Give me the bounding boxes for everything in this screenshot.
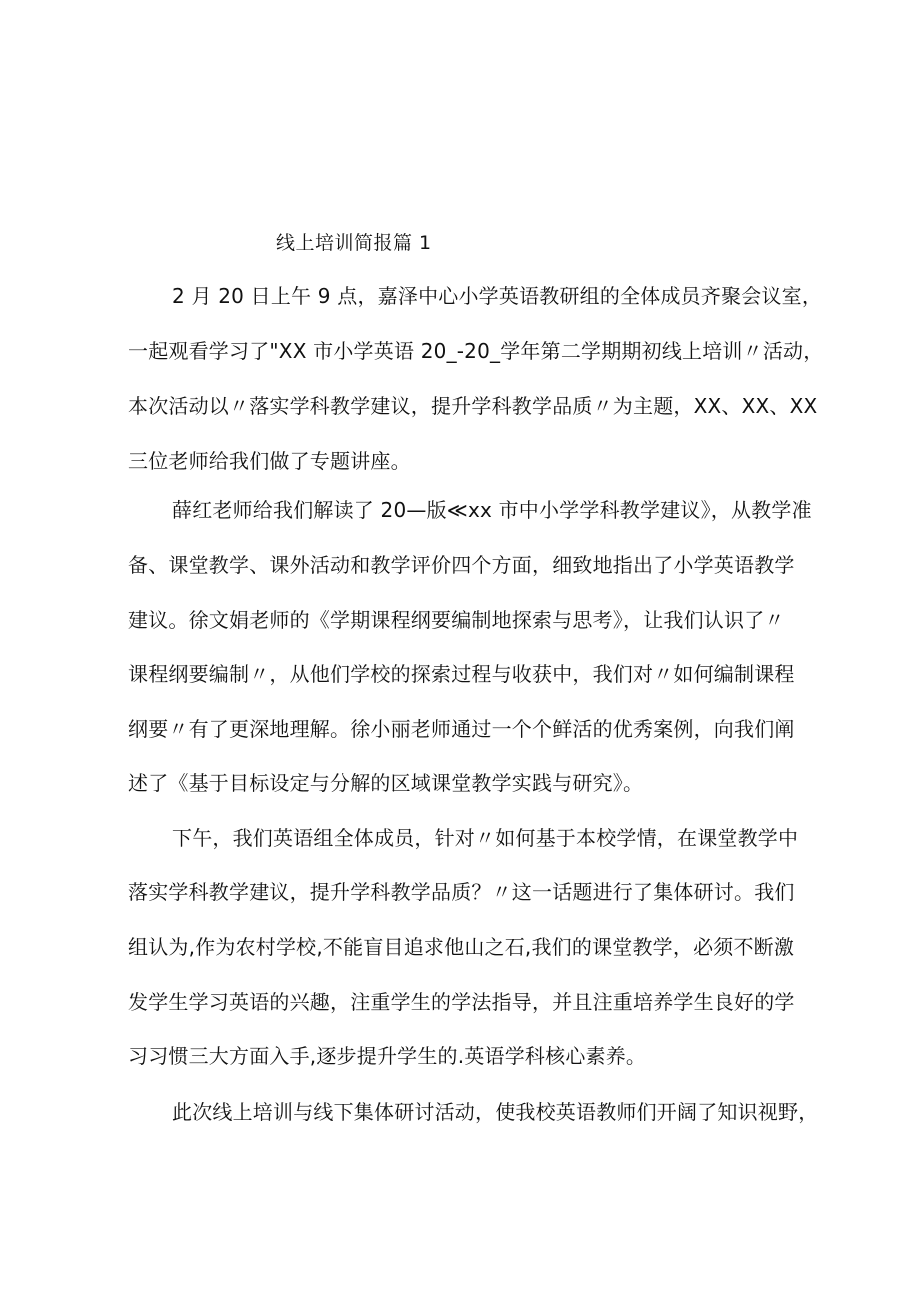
paragraph-2-line-6: 述了《基于目标设定与分解的区域课堂教学实践与研究》。 <box>128 771 644 795</box>
paragraph-2-line-4: 课程纲要编制〃，从他们学校的探索过程与收获中，我们对〃如何编制课程 <box>128 662 795 686</box>
paragraph-1-line-4: 三位老师给我们做了专题讲座。 <box>128 449 411 473</box>
paragraph-3-line-5: 习习惯三大方面入手,逐步提升学生的.英语学科核心素养。 <box>128 1044 647 1068</box>
paragraph-2-line-5: 纲要〃有了更深地理解。徐小丽老师通过一个个鲜活的优秀案例，向我们阐 <box>128 717 795 741</box>
paragraph-3-line-1: 下午，我们英语组全体成员，针对〃如何基于本校学情，在课堂教学中 <box>172 826 799 850</box>
paragraph-2-line-2: 备、课堂教学、课外活动和教学评价四个方面，细致地指出了小学英语教学 <box>128 553 795 577</box>
paragraph-1-line-1: 2 月 20 日上午 9 点，嘉泽中心小学英语教研组的全体成员齐聚会议室， <box>172 284 823 308</box>
paragraph-2-line-3: 建议。徐文娟老师的《学期课程纲要编制地探索与思考》，让我们认识了〃 <box>128 608 785 632</box>
paragraph-3-line-3: 组认为,作为农村学校,不能盲目追求他山之石,我们的课堂教学，必须不断激 <box>128 935 795 959</box>
paragraph-1-line-2: 一起观看学习了"XX 市小学英语 20_-20_学年第二学期期初线上培训〃活动， <box>128 339 824 363</box>
paragraph-1-line-3: 本次活动以〃落实学科教学建议，提升学科教学品质〃为主题，XX、XX、XX <box>128 394 818 418</box>
document-title: 线上培训简报篇 1 <box>276 232 432 254</box>
paragraph-3-line-2: 落实学科教学建议，提升学科教学品质？〃这一话题进行了集体研讨。我们 <box>128 880 795 904</box>
paragraph-2-line-1: 薛红老师给我们解读了 20—版≪xx 市中小学学科教学建议》，从教学准 <box>172 498 812 522</box>
paragraph-4-line-1: 此次线上培训与线下集体研讨活动，使我校英语教师们开阔了知识视野， <box>172 1100 819 1124</box>
paragraph-3-line-4: 发学生学习英语的兴趣，注重学生的学法指导，并且注重培养学生良好的学 <box>128 990 795 1014</box>
